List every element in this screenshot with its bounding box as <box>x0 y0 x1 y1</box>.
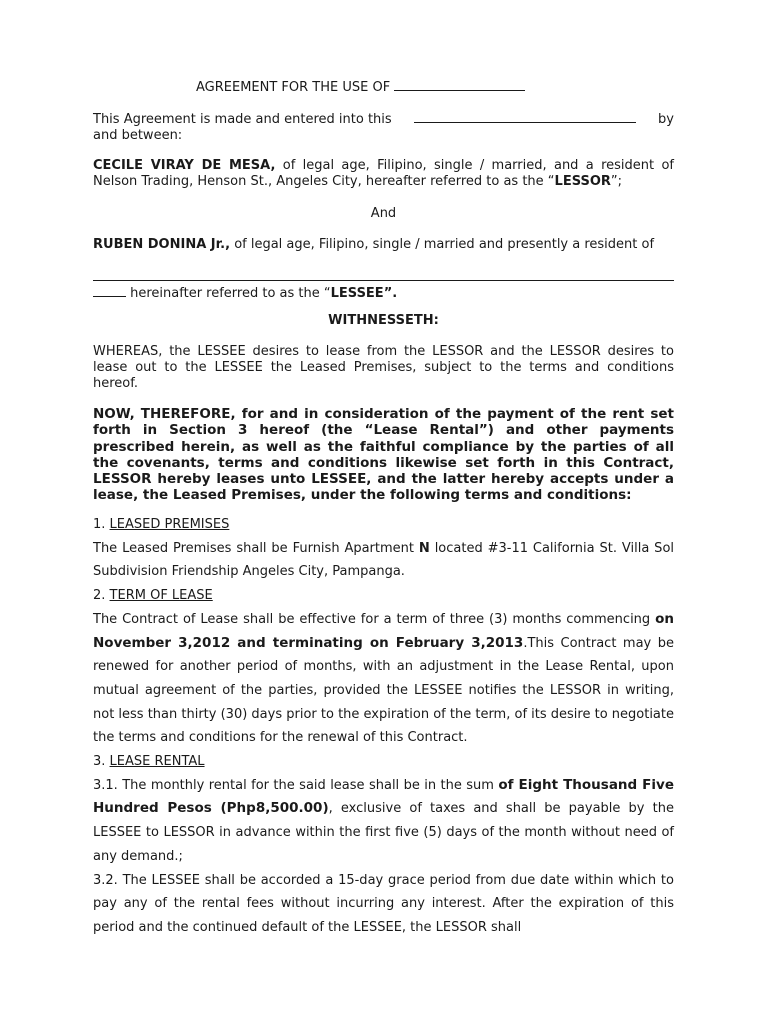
preamble-paragraph <box>93 111 674 144</box>
whereas-paragraph: WHEREAS, the LESSEE desires to lease from the LESSOR and the LESSOR desires to lease out to the LESSEE the Leased Premises, subject to the terms and conditions hereof. <box>93 344 674 391</box>
lessor-description: of legal age, Filipino, single / married, and a resident of Nelson Trading, Henson St., Angeles City, hereafter referred to as the “ <box>93 158 674 189</box>
and-separator: And <box>370 206 397 221</box>
section-1-text-b: located #3-11 California St. Villa Sol Subdivision Friendship Angeles City, Pampanga. <box>93 540 675 580</box>
terms-section <box>93 513 674 940</box>
section-2-body <box>93 608 674 750</box>
lessor-paragraph <box>93 158 674 190</box>
section-2-text-b: .This Contract may be renewed for another period of months, with an adjustment in the Lease Rental, upon mutual agreement of the parties, provided the LESSEE notifies the LESSOR in writing, not less than thirty (30) days prior to the expiration of the term, of its desire to negotiate the terms and conditions for the renewal of this Contract. <box>93 635 675 746</box>
lessee-ref-paragraph <box>93 285 674 302</box>
lessee-ref-text: hereinafter referred to as the “ <box>126 286 331 301</box>
section-2-number: 2. <box>93 588 110 604</box>
section-3-number: 3. <box>93 754 110 770</box>
section-1-text-a: The Leased Premises shall be Furnish Apartment <box>93 540 419 556</box>
document-title <box>196 79 596 96</box>
section-3-heading <box>93 750 674 774</box>
section-1-number: 1. <box>93 517 110 532</box>
lessee-paragraph <box>93 237 674 253</box>
section-2-title: TERM OF LEASE <box>109 588 213 604</box>
section-3-2-body: 3.2. The LESSEE shall be accorded a 15-day grace period from due date within which to pay any of the rental fees without incurring any interest. After the expiration of this period and the continued default of the LESSEE, the LESSOR shall <box>93 872 674 935</box>
lessee-role: LESSEE”. <box>330 286 398 301</box>
now-therefore-paragraph: NOW, THEREFORE, for and in consideration of the payment of the rent set forth in Section 3 hereof (the “Lease Rental”) and other payments prescribed herein, as well as the faithful compliance by the parties of all the covenants, terms and conditions likewise set forth in this Contract, LESSOR hereby leases unto LESSEE, and the latter hereby accepts under a lease, the Leased Premises, under the following terms and conditions: <box>93 406 674 504</box>
lessee-description: of legal age, Filipino, single / married and presently a resident of <box>230 237 655 252</box>
witnesseth-heading: WITHNESSETH: <box>328 313 439 328</box>
lessor-role: LESSOR <box>554 174 611 189</box>
lessor-name: CECILE VIRAY DE MESA, <box>93 158 276 173</box>
section-2-heading <box>93 584 674 608</box>
section-1-body <box>93 537 674 584</box>
lessee-ref-blank <box>93 285 126 297</box>
preamble-text: This Agreement is made and entered into this <box>93 112 392 127</box>
section-3-1-body <box>93 774 674 869</box>
date-blank-line <box>414 111 636 123</box>
lease-term-dates: on November 3,2012 and terminating on February 3,2013 <box>93 610 675 651</box>
section-2-text-a: The Contract of Lease shall be effective for a term of three (3) months commencing <box>93 611 651 627</box>
rental-amount: of Eight Thousand Five Hundred Pesos (Php8,500.00) <box>93 776 674 817</box>
preamble-by: by <box>658 112 674 127</box>
section-1-title: LEASED PREMISES <box>109 517 230 532</box>
section-3-1-text-b: , exclusive of taxes and shall be payable by the LESSEE to LESSOR in advance within the first five (5) days of the month without need of any demand.; <box>93 801 674 864</box>
preamble-line <box>93 111 674 128</box>
title-blank-line <box>394 79 525 91</box>
preamble-end: and between: <box>93 128 183 143</box>
section-1-heading <box>93 513 674 537</box>
lessee-name: RUBEN DONINA Jr., <box>93 237 231 252</box>
apartment-letter: N <box>418 540 430 556</box>
section-3-1-text-a: 3.1. The monthly rental for the said lease shall be in the sum <box>93 777 499 793</box>
lessor-end: ”; <box>610 174 623 189</box>
lessee-address-blank-line <box>93 280 674 281</box>
title-text: AGREEMENT FOR THE USE OF <box>196 80 391 95</box>
section-3-title: LEASE RENTAL <box>109 754 205 770</box>
